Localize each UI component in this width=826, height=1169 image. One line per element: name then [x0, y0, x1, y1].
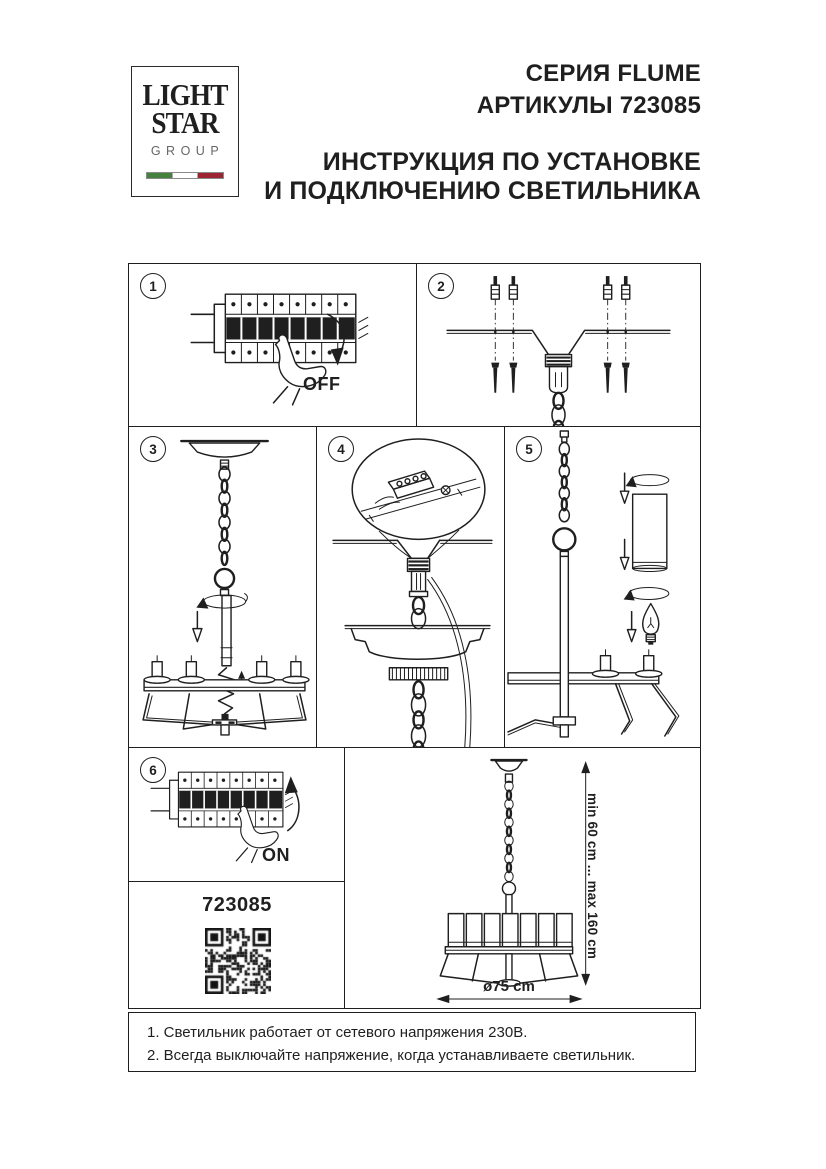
candle-bulb [643, 604, 659, 645]
step-number-badge: 2 [428, 273, 454, 299]
shade-cylinder [633, 494, 667, 571]
step-6-panel [128, 747, 346, 883]
note-line-1: 1. Светильник работает от сетевого напряжения 230В. [147, 1024, 528, 1041]
rotation-arrow-icon [624, 588, 669, 601]
nipple [412, 571, 426, 591]
chain [559, 443, 569, 522]
ball-joint [502, 882, 515, 895]
instruction-title-line1: ИНСТРУКЦИЯ ПО УСТАНОВКЕ [322, 148, 701, 176]
step-number-badge: 3 [140, 436, 166, 462]
finial [221, 725, 229, 735]
wire [428, 577, 471, 747]
logo-word-group: GROUP [150, 144, 225, 158]
central-rod [560, 556, 568, 717]
logo-word-light: LIGHT [142, 77, 228, 112]
canopy [491, 760, 526, 782]
series-title: СЕРИЯ FLUME [525, 60, 701, 87]
canopy [189, 443, 259, 457]
diameter-label: ø75 cm [483, 978, 535, 995]
flag-white-segment [172, 173, 199, 178]
frame-arms [508, 684, 679, 736]
article-title: АРТИКУЛЫ 723085 [476, 92, 701, 119]
chain [412, 681, 426, 747]
chandelier-hanging-illustration [129, 427, 317, 747]
bracket-plate [447, 330, 670, 354]
logo-word-star: STAR [151, 105, 219, 140]
chain [219, 467, 230, 565]
hanging-ring [215, 569, 234, 588]
on-label: ON [262, 845, 290, 865]
notes-box [128, 1012, 696, 1072]
article-qr-panel [128, 881, 346, 1009]
down-arrow-icon [193, 612, 202, 642]
canopy-dome [345, 626, 490, 660]
lightstar-logo [131, 66, 239, 197]
off-label: OFF [303, 374, 341, 394]
central-rod [222, 596, 231, 666]
flag-green-segment [147, 173, 172, 178]
note-line-2: 2. Всегда выключайте напряжение, когда устанавливаете светильник. [147, 1047, 636, 1064]
down-arrow-icon [627, 612, 635, 642]
shade-bulb-install-illustration [505, 427, 700, 747]
step-3-panel [128, 426, 318, 748]
flag-red-segment [198, 173, 223, 178]
step-4-panel [316, 426, 506, 748]
step-number-badge: 6 [140, 757, 166, 783]
step-1-panel [128, 263, 418, 428]
breaker-off-illustration [129, 264, 417, 427]
hanging-ring [553, 528, 575, 550]
shade-ring [448, 914, 572, 947]
down-arrow-icon [620, 539, 628, 569]
step-number-badge: 4 [328, 436, 354, 462]
chain [505, 781, 513, 881]
article-number: 723085 [202, 894, 272, 916]
step-number-badge: 5 [516, 436, 542, 462]
qr-code [205, 928, 271, 994]
header-titles [264, 58, 701, 206]
height-range-label: min 60 cm ... max 160 cm [585, 793, 600, 960]
wiring-closeup-illustration [317, 427, 505, 747]
rotation-arrow-icon [626, 475, 669, 488]
finial [560, 725, 568, 737]
center-hub [553, 717, 575, 725]
mounting-bracket-illustration [417, 264, 700, 427]
step-2-panel [416, 263, 701, 428]
diameter-dimension-arrow [436, 995, 582, 1003]
down-arrow-icon [620, 473, 628, 503]
step-number-badge: 1 [140, 273, 166, 299]
center-hub [221, 714, 228, 720]
step-5-panel [504, 426, 701, 748]
instruction-title-line2: И ПОДКЛЮЧЕНИЮ СВЕТИЛЬНИКА [264, 177, 701, 205]
terminal-block [361, 471, 480, 521]
knurled-nut [389, 668, 447, 680]
dimensions-panel [344, 747, 701, 1009]
chain-link [413, 597, 424, 614]
dimension-drawing [345, 748, 700, 1008]
italian-flag-stripe [146, 172, 224, 179]
